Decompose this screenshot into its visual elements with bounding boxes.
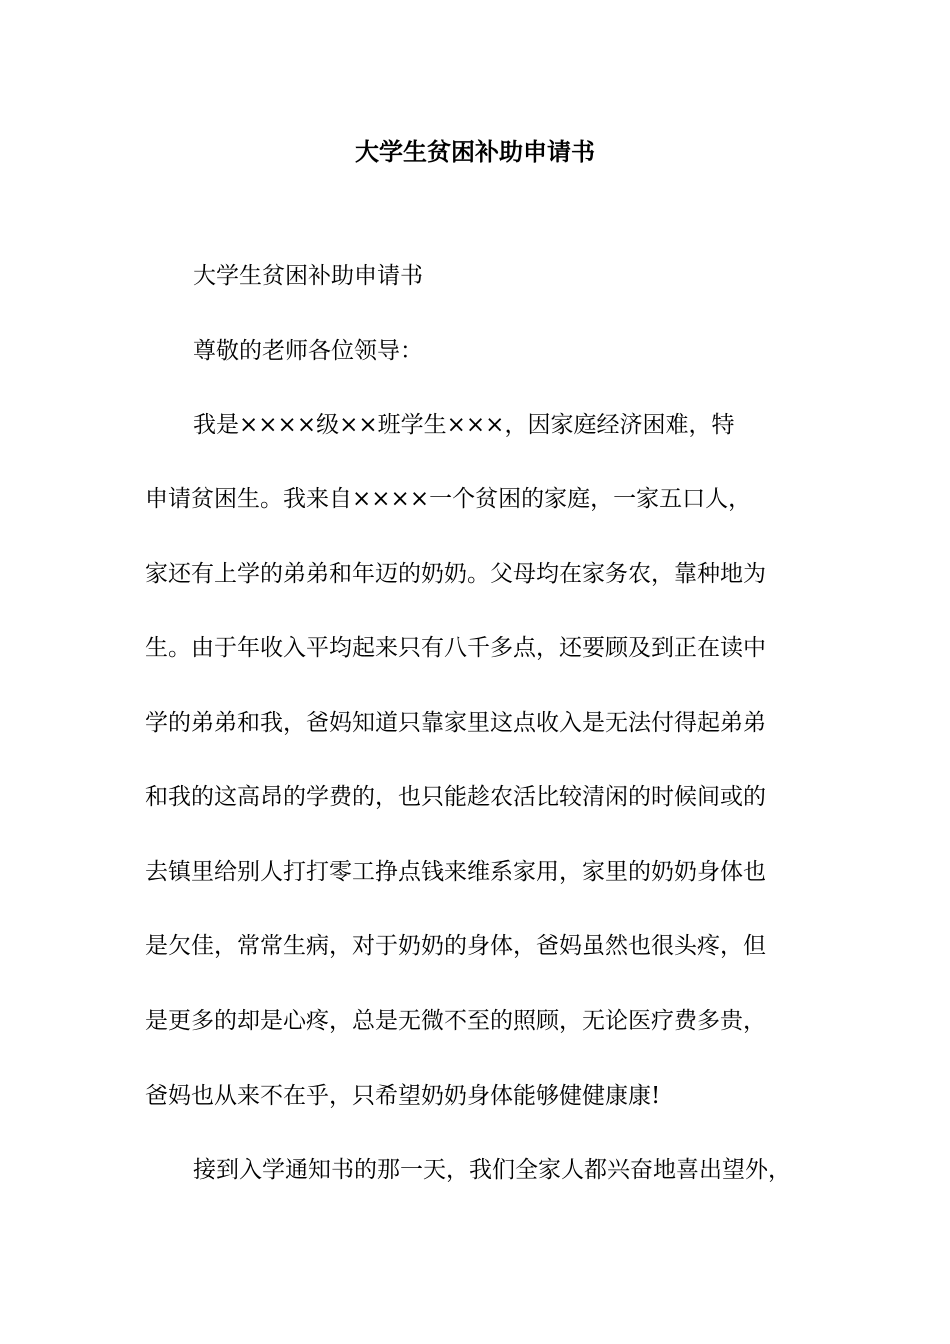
body-line: 去镇里给别人打打零工挣点钱来维系家用，家里的奶奶身体也 — [145, 859, 766, 885]
body-line: 申请贫困生。我来自××××一个贫困的家庭，一家五口人， — [145, 486, 752, 512]
body-line: 学的弟弟和我，爸妈知道只靠家里这点收入是无法付得起弟弟 — [145, 710, 766, 736]
body-line: 接到入学通知书的那一天，我们全家人都兴奋地喜出望外， — [193, 1157, 791, 1183]
body-line: 我是××××级××班学生×××，因家庭经济困难，特 — [193, 412, 735, 438]
body-line: 是欠佳，常常生病，对于奶奶的身体，爸妈虽然也很头疼，但 — [145, 933, 766, 959]
body-line: 爸妈也从来不在乎，只希望奶奶身体能够健健康康! — [145, 1083, 661, 1109]
body-line-salutation: 尊敬的老师各位领导： — [193, 338, 423, 364]
body-line: 和我的这高昂的学费的，也只能趁农活比较清闲的时候间或的 — [145, 784, 766, 810]
body-line-heading: 大学生贫困补助申请书 — [193, 263, 423, 289]
body-line: 家还有上学的弟弟和年迈的奶奶。父母均在家务农，靠种地为 — [145, 561, 766, 587]
body-line: 生。由于年收入平均起来只有八千多点，还要顾及到正在读中 — [145, 635, 766, 661]
document-title: 大学生贫困补助申请书 — [355, 138, 595, 166]
body-line: 是更多的却是心疼，总是无微不至的照顾，无论医疗费多贵， — [145, 1008, 766, 1034]
